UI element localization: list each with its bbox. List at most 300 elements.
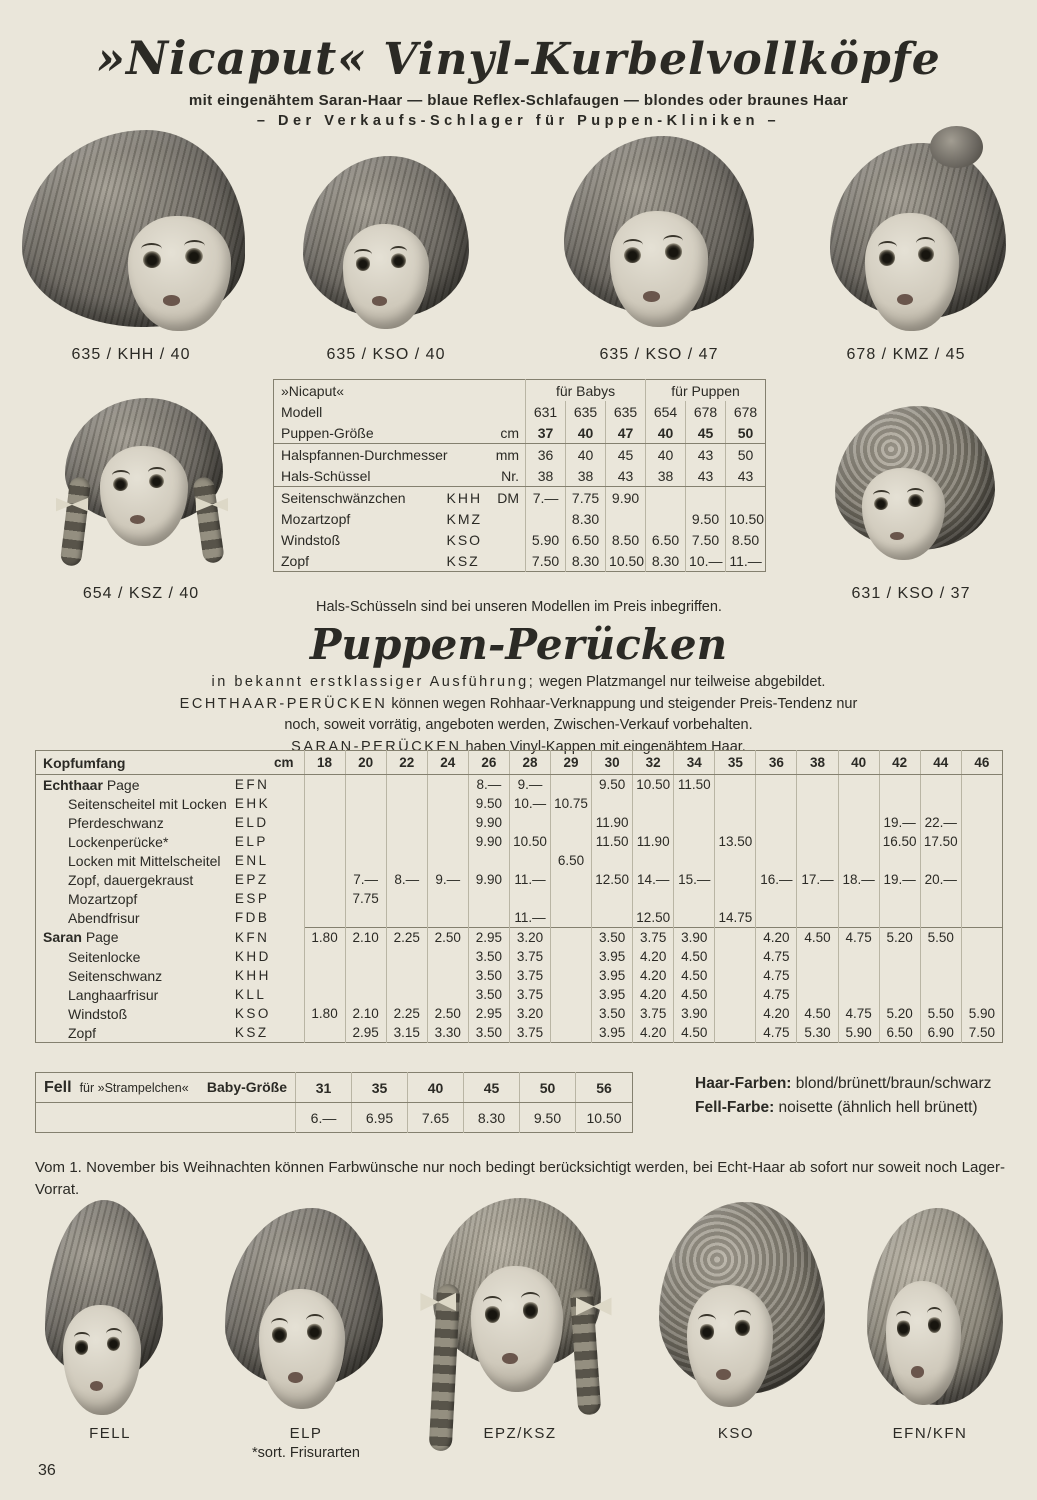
wig-price-value bbox=[674, 794, 715, 813]
wig-style-label: Lockenperücke* bbox=[68, 833, 169, 850]
wig-price-value: 3.50 bbox=[468, 985, 509, 1004]
wigs-section-header bbox=[0, 620, 1037, 756]
wig-price-value: 9.50 bbox=[468, 794, 509, 813]
wig-price-value bbox=[838, 851, 879, 870]
doll-face bbox=[471, 1266, 563, 1393]
wig-price-value bbox=[961, 832, 1002, 851]
nicaput-size-price-table bbox=[273, 379, 766, 572]
wig-style-code: ESP bbox=[234, 891, 270, 906]
wig-price-value bbox=[386, 832, 427, 851]
wigs-intro-2 bbox=[0, 695, 1037, 714]
wig-price-value: 3.95 bbox=[592, 985, 633, 1004]
wig-style-label: Abendfrisur bbox=[68, 909, 140, 926]
doll-caption: 631 / KSO / 37 bbox=[851, 585, 971, 602]
modell-value: 635 bbox=[606, 401, 646, 422]
brand-name: »Nicaput« bbox=[96, 31, 367, 85]
size-header: 44 bbox=[920, 751, 961, 775]
doll-photo bbox=[22, 130, 262, 344]
doll-eye-right bbox=[928, 1316, 941, 1333]
wig-price-value: 13.50 bbox=[715, 832, 756, 851]
wig-price-value bbox=[961, 775, 1002, 795]
doll-caption: 635 / KSO / 40 bbox=[326, 346, 446, 363]
wig-price-value bbox=[756, 813, 797, 832]
doll-eye-left bbox=[897, 1319, 910, 1336]
fell-size-header: 35 bbox=[352, 1073, 408, 1103]
wig-price-value: 3.50 bbox=[592, 928, 633, 948]
table-row bbox=[36, 813, 1003, 832]
wig-price-value: 3.15 bbox=[386, 1023, 427, 1043]
wig-price-value: 11.50 bbox=[592, 832, 633, 851]
wig-price-value bbox=[838, 775, 879, 795]
table-header-row bbox=[36, 1073, 633, 1103]
wigs-intro-4-rest: haben Vinyl-Kappen mit eingenähtem Haar. bbox=[461, 738, 746, 755]
price-unit: DM bbox=[497, 489, 520, 506]
wig-price-value bbox=[304, 947, 345, 966]
kopfumfang-label: Kopfumfang bbox=[36, 751, 231, 775]
doll-caption-subnote: *sort. Frisurarten bbox=[252, 1445, 360, 1461]
price-value: 7.— bbox=[526, 487, 566, 509]
wig-price-value bbox=[838, 985, 879, 1004]
wig-style-code: EHK bbox=[234, 796, 271, 811]
table-header-row bbox=[36, 751, 1003, 775]
fell-size-header: 50 bbox=[520, 1073, 576, 1103]
wig-price-value bbox=[427, 908, 468, 928]
wig-price-value bbox=[551, 966, 592, 985]
wig-price-value bbox=[633, 813, 674, 832]
wig-style-code: KFN bbox=[234, 929, 270, 945]
fell-size-header: 45 bbox=[464, 1073, 520, 1103]
wigs-intro-1-rest: wegen Platzmangel nur teilweise abgebildet. bbox=[535, 674, 826, 690]
fell-table-body bbox=[36, 1073, 633, 1133]
wig-price-value: 2.95 bbox=[468, 1004, 509, 1023]
table-row bbox=[36, 985, 1003, 1004]
table-row bbox=[36, 851, 1003, 870]
wig-style-label: Mozartzopf bbox=[68, 890, 138, 907]
wig-price-value bbox=[674, 813, 715, 832]
modell-value: 654 bbox=[646, 401, 686, 422]
wig-price-value bbox=[304, 832, 345, 851]
spec-value: 43 bbox=[686, 444, 726, 466]
doll-face bbox=[259, 1289, 345, 1409]
wig-price-value bbox=[674, 851, 715, 870]
wig-price-value: 6.50 bbox=[879, 1023, 920, 1043]
table-row bbox=[36, 966, 1003, 985]
wig-price-value bbox=[879, 947, 920, 966]
size-header: 18 bbox=[304, 751, 345, 775]
price-value: 8.30 bbox=[566, 550, 606, 572]
wig-price-value bbox=[920, 794, 961, 813]
wigs-intro-2-spaced: ECHTHAAR-PERÜCKEN bbox=[179, 695, 388, 712]
wig-price-value bbox=[592, 889, 633, 908]
wig-price-value bbox=[715, 794, 756, 813]
doll-eye-right bbox=[665, 243, 682, 259]
price-value: 8.30 bbox=[646, 550, 686, 572]
price-code: KSO bbox=[446, 531, 483, 548]
wig-style-label: Windstoß bbox=[68, 1005, 128, 1022]
wig-price-value bbox=[304, 889, 345, 908]
doll-eye-left bbox=[143, 251, 161, 267]
wig-price-value bbox=[468, 889, 509, 908]
wig-price-value bbox=[345, 794, 386, 813]
modell-value: 678 bbox=[686, 401, 726, 422]
wig-price-value bbox=[756, 908, 797, 928]
color-info-block bbox=[695, 1072, 991, 1120]
nicaput-footnote: Hals-Schüsseln sind bei unseren Modellen im Preis inbegriffen. bbox=[316, 598, 722, 615]
doll-eye-right bbox=[918, 246, 934, 263]
wig-price-value bbox=[304, 813, 345, 832]
size-header: 32 bbox=[633, 751, 674, 775]
wig-price-value bbox=[961, 794, 1002, 813]
price-value: 6.50 bbox=[646, 529, 686, 550]
wig-price-value: 2.10 bbox=[345, 1004, 386, 1023]
wig-price-value bbox=[551, 889, 592, 908]
wig-price-value bbox=[920, 947, 961, 966]
size-header: 28 bbox=[509, 751, 550, 775]
doll-eye-left bbox=[485, 1305, 501, 1323]
size-header: 35 bbox=[715, 751, 756, 775]
wig-price-value bbox=[633, 889, 674, 908]
price-unit bbox=[489, 508, 526, 529]
spec-unit: mm bbox=[495, 446, 520, 463]
hair-colors-line bbox=[695, 1072, 991, 1096]
wig-price-value: 2.50 bbox=[427, 928, 468, 948]
wig-price-value bbox=[961, 947, 1002, 966]
wig-price-value: 4.20 bbox=[756, 1004, 797, 1023]
wig-price-value bbox=[304, 870, 345, 889]
price-value: 8.30 bbox=[566, 508, 606, 529]
wig-price-value bbox=[592, 908, 633, 928]
doll-caption: ELP bbox=[289, 1425, 323, 1442]
wig-style-code: FDB bbox=[234, 910, 270, 926]
price-value: 5.90 bbox=[526, 529, 566, 550]
doll-mouth bbox=[90, 1381, 103, 1391]
spec-value: 45 bbox=[606, 444, 646, 466]
wig-price-value bbox=[592, 851, 633, 870]
price-unit bbox=[489, 529, 526, 550]
doll-photo bbox=[650, 1202, 834, 1420]
wig-price-value bbox=[961, 928, 1002, 948]
fell-color-value: noisette (ähnlich hell brünett) bbox=[774, 1099, 978, 1116]
table-row bbox=[36, 870, 1003, 889]
wig-price-value bbox=[920, 985, 961, 1004]
wig-style-code: ELP bbox=[234, 834, 268, 849]
wig-price-value bbox=[345, 813, 386, 832]
fell-label: Fell bbox=[44, 1078, 72, 1096]
doll-eye-left bbox=[272, 1326, 287, 1343]
price-value: 10.50 bbox=[726, 508, 766, 529]
wig-price-value bbox=[838, 966, 879, 985]
wig-price-value bbox=[797, 813, 838, 832]
price-value: 10.— bbox=[686, 550, 726, 572]
doll-mouth bbox=[890, 532, 904, 540]
doll-caption: FELL bbox=[89, 1425, 131, 1442]
modell-value: 631 bbox=[526, 401, 566, 422]
price-value: 8.50 bbox=[606, 529, 646, 550]
wig-price-value bbox=[304, 908, 345, 928]
wig-price-value bbox=[304, 775, 345, 795]
wig-price-value bbox=[427, 985, 468, 1004]
doll-eye-left bbox=[874, 497, 888, 510]
wig-price-value bbox=[961, 889, 1002, 908]
doll-eye-left bbox=[356, 256, 371, 271]
wig-price-value bbox=[838, 889, 879, 908]
doll-face bbox=[63, 1305, 141, 1415]
wig-price-value bbox=[427, 966, 468, 985]
wig-price-value bbox=[633, 851, 674, 870]
doll-caption: EPZ/KSZ bbox=[483, 1425, 557, 1442]
price-value bbox=[646, 487, 686, 509]
doll-eye-right bbox=[735, 1319, 750, 1336]
spec-unit: Nr. bbox=[489, 465, 526, 487]
wig-price-value bbox=[304, 966, 345, 985]
wig-price-value bbox=[961, 870, 1002, 889]
wig-price-value: 3.90 bbox=[674, 928, 715, 948]
wig-price-value: 5.20 bbox=[879, 1004, 920, 1023]
fell-color-label: Fell-Farbe: bbox=[695, 1099, 775, 1116]
wig-price-value: 3.90 bbox=[674, 1004, 715, 1023]
wig-price-value: 10.75 bbox=[551, 794, 592, 813]
wig-price-value bbox=[427, 947, 468, 966]
doll-mouth bbox=[288, 1372, 303, 1383]
fell-size-header: 40 bbox=[408, 1073, 464, 1103]
wigs-intro-1 bbox=[0, 673, 1037, 692]
title-rest: Vinyl-Kurbelvollköpfe bbox=[366, 34, 941, 85]
subtitle-line-2: – Der Verkaufs-Schlager für Puppen-Kliniken – bbox=[256, 113, 781, 129]
wig-price-value bbox=[427, 889, 468, 908]
doll-eye-left bbox=[75, 1339, 88, 1354]
wig-price-value bbox=[756, 832, 797, 851]
modell-label: Modell bbox=[281, 403, 323, 420]
wig-price-value bbox=[715, 1004, 756, 1023]
wig-price-value: 8.— bbox=[468, 775, 509, 795]
table-row bbox=[36, 1023, 1003, 1043]
doll-mouth bbox=[911, 1366, 924, 1377]
table-row bbox=[274, 444, 766, 466]
wig-style-label: Seitenlocke bbox=[68, 948, 141, 965]
wig-price-value: 16.50 bbox=[879, 832, 920, 851]
doll-photo bbox=[26, 1204, 182, 1424]
wig-price-value: 17.50 bbox=[920, 832, 961, 851]
wig-price-value bbox=[838, 813, 879, 832]
wig-price-value bbox=[551, 1004, 592, 1023]
size-header: 29 bbox=[551, 751, 592, 775]
wig-price-value bbox=[920, 908, 961, 928]
wig-price-value bbox=[345, 775, 386, 795]
wig-price-value bbox=[386, 813, 427, 832]
wig-price-value: 1.80 bbox=[304, 928, 345, 948]
spec-value: 38 bbox=[646, 465, 686, 487]
wig-price-value bbox=[961, 813, 1002, 832]
groesse-value: 47 bbox=[606, 422, 646, 444]
doll-photo bbox=[556, 136, 762, 344]
fell-color-line bbox=[695, 1096, 991, 1120]
size-header: 24 bbox=[427, 751, 468, 775]
spec-value: 43 bbox=[726, 465, 766, 487]
wig-price-value: 4.75 bbox=[756, 985, 797, 1004]
nicaput-table-body bbox=[274, 380, 766, 572]
wig-style-label: Seitenschwanz bbox=[68, 967, 163, 984]
wig-price-value: 19.— bbox=[879, 813, 920, 832]
wig-price-value bbox=[674, 832, 715, 851]
baby-groesse-label: Baby-Größe bbox=[206, 1078, 287, 1095]
wig-price-value bbox=[715, 775, 756, 795]
wig-price-value: 15.— bbox=[674, 870, 715, 889]
price-code: KSZ bbox=[446, 552, 480, 569]
doll-caption: 635 / KSO / 47 bbox=[599, 346, 719, 363]
wig-price-value bbox=[386, 889, 427, 908]
wig-price-value bbox=[345, 947, 386, 966]
wig-style-code: EFN bbox=[234, 777, 270, 792]
doll-mouth bbox=[897, 294, 913, 305]
wig-price-value bbox=[838, 908, 879, 928]
size-header: 36 bbox=[756, 751, 797, 775]
wig-price-value: 4.50 bbox=[674, 1023, 715, 1043]
wig-price-value bbox=[715, 870, 756, 889]
doll-caption: 635 / KHH / 40 bbox=[71, 346, 191, 363]
wig-price-value: 4.75 bbox=[756, 947, 797, 966]
wig-price-value: 2.95 bbox=[468, 928, 509, 948]
modell-value: 635 bbox=[566, 401, 606, 422]
wig-price-value: 10.— bbox=[509, 794, 550, 813]
wig-price-value: 3.20 bbox=[509, 928, 550, 948]
wig-price-value bbox=[879, 985, 920, 1004]
wig-price-value: 2.25 bbox=[386, 1004, 427, 1023]
wig-price-value bbox=[879, 966, 920, 985]
wig-price-value: 3.75 bbox=[633, 928, 674, 948]
wig-price-value bbox=[674, 908, 715, 928]
table-row bbox=[36, 775, 1003, 795]
wig-price-value: 20.— bbox=[920, 870, 961, 889]
groesse-unit: cm bbox=[489, 422, 526, 444]
wig-price-value bbox=[551, 947, 592, 966]
wig-price-value: 3.75 bbox=[509, 1023, 550, 1043]
spec-value: 36 bbox=[526, 444, 566, 466]
fell-price-value: 10.50 bbox=[576, 1103, 633, 1133]
wig-price-value: 3.50 bbox=[468, 947, 509, 966]
wig-price-value bbox=[386, 985, 427, 1004]
wig-price-value: 9.90 bbox=[468, 870, 509, 889]
wig-price-value bbox=[551, 985, 592, 1004]
wig-price-value bbox=[304, 985, 345, 1004]
group-puppen-cell: für Puppen bbox=[646, 380, 766, 402]
doll-eye-right bbox=[107, 1336, 120, 1351]
wig-price-value bbox=[797, 851, 838, 870]
wig-style-label: Langhaarfrisur bbox=[68, 986, 159, 1003]
doll-mouth bbox=[372, 296, 387, 305]
wig-price-value bbox=[551, 1023, 592, 1043]
price-value: 7.50 bbox=[686, 529, 726, 550]
doll-ribbon-bow-right bbox=[196, 498, 229, 512]
price-label: Windstoß bbox=[281, 531, 341, 548]
wig-price-value: 2.10 bbox=[345, 928, 386, 948]
wig-price-value bbox=[386, 966, 427, 985]
wig-price-value: 2.50 bbox=[427, 1004, 468, 1023]
table-row bbox=[36, 794, 1003, 813]
size-header: 38 bbox=[797, 751, 838, 775]
wig-style-label: Seitenscheitel mit Locken bbox=[68, 795, 227, 812]
wigs-intro-1-spaced: in bekannt erstklassiger Ausführung; bbox=[211, 674, 536, 690]
spec-label: Halspfannen-Durchmesser bbox=[281, 446, 448, 463]
wig-style-label: Locken mit Mittelscheitel bbox=[68, 852, 221, 869]
wig-price-value bbox=[715, 1023, 756, 1043]
wig-price-value bbox=[345, 908, 386, 928]
price-value bbox=[606, 508, 646, 529]
doll-hair-bun bbox=[930, 126, 983, 168]
fell-price-value: 6.— bbox=[296, 1103, 352, 1133]
wig-price-value bbox=[551, 908, 592, 928]
wig-price-value bbox=[879, 851, 920, 870]
wig-style-code: ELD bbox=[234, 815, 269, 830]
wig-price-value bbox=[715, 813, 756, 832]
price-value: 11.— bbox=[726, 550, 766, 572]
doll-mouth bbox=[716, 1369, 731, 1380]
wig-price-value bbox=[551, 928, 592, 948]
wig-price-value bbox=[879, 889, 920, 908]
wig-price-value: 3.75 bbox=[509, 947, 550, 966]
price-value: 7.75 bbox=[566, 487, 606, 509]
wig-price-value: 4.20 bbox=[633, 947, 674, 966]
doll-braid-left bbox=[60, 476, 92, 567]
doll-caption: 678 / KMZ / 45 bbox=[846, 346, 966, 363]
page-number: 36 bbox=[38, 1462, 56, 1479]
wig-price-value: 6.90 bbox=[920, 1023, 961, 1043]
wig-price-value: 11.50 bbox=[674, 775, 715, 795]
wig-price-value bbox=[797, 775, 838, 795]
wig-style-label: Zopf, dauergekraust bbox=[68, 871, 194, 888]
table-row bbox=[36, 928, 1003, 948]
wig-price-value: 4.50 bbox=[674, 985, 715, 1004]
brand-cell: »Nicaput« bbox=[281, 382, 345, 399]
wig-price-value: 2.95 bbox=[345, 1023, 386, 1043]
wig-price-value bbox=[551, 870, 592, 889]
wig-price-value bbox=[961, 851, 1002, 870]
wig-price-value: 7.75 bbox=[345, 889, 386, 908]
groesse-value: 40 bbox=[646, 422, 686, 444]
hair-colors-value: blond/brünett/braun/schwarz bbox=[791, 1075, 992, 1092]
wig-price-value: 4.50 bbox=[674, 947, 715, 966]
wig-price-value: 4.75 bbox=[756, 966, 797, 985]
wig-price-value bbox=[427, 813, 468, 832]
size-header: 30 bbox=[592, 751, 633, 775]
wig-price-value: 8.— bbox=[386, 870, 427, 889]
wig-price-value: 3.95 bbox=[592, 966, 633, 985]
wig-price-value bbox=[592, 794, 633, 813]
wig-price-table bbox=[35, 750, 1003, 1043]
doll-eye-right bbox=[908, 494, 922, 507]
wig-price-value: 11.90 bbox=[633, 832, 674, 851]
price-value bbox=[686, 487, 726, 509]
wig-price-value bbox=[961, 966, 1002, 985]
table-row bbox=[36, 1103, 633, 1133]
page-header bbox=[0, 32, 1037, 129]
fell-price-value: 9.50 bbox=[520, 1103, 576, 1133]
fell-price-value: 6.95 bbox=[352, 1103, 408, 1133]
wig-price-value: 5.90 bbox=[838, 1023, 879, 1043]
doll-eye-left bbox=[624, 247, 641, 263]
wig-price-value: 9.90 bbox=[468, 813, 509, 832]
wig-price-table-head bbox=[36, 751, 1003, 775]
wig-price-value bbox=[715, 851, 756, 870]
doll-eye-right bbox=[307, 1323, 322, 1340]
table-row bbox=[274, 529, 766, 550]
wig-price-value bbox=[838, 794, 879, 813]
wig-price-value bbox=[304, 851, 345, 870]
size-header: 20 bbox=[345, 751, 386, 775]
wig-price-value bbox=[879, 775, 920, 795]
groesse-label: Puppen-Größe bbox=[274, 422, 489, 444]
wig-price-value: 3.50 bbox=[468, 1023, 509, 1043]
wig-price-value: 3.75 bbox=[509, 985, 550, 1004]
